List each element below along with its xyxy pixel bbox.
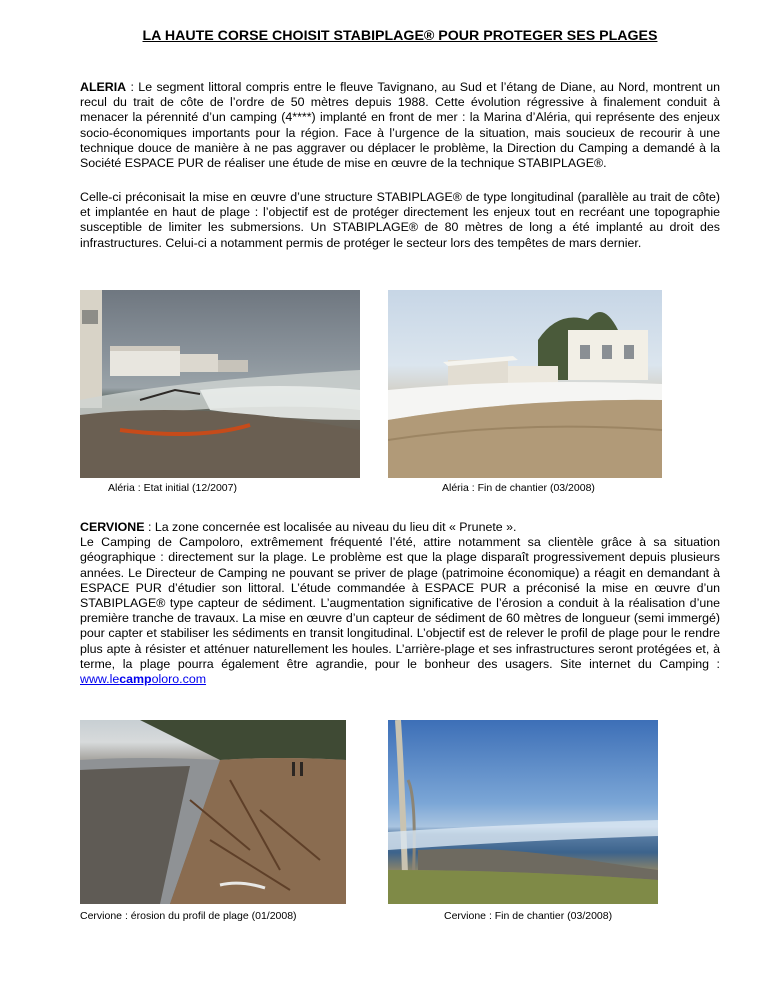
aleria-text-1: : Le segment littoral compris entre le fleuve Tavignano, au Sud et l’étang de Diane, au Nord, montrent un recul du trait de côte de l’ordre de 50 mètres depuis 1988. Cette évolution régressive à finalement conduit à menacer la pérennité d’un camping (4****) implanté en front de mer : la Marina d’Aléria, qui représente des enjeux socio-économiques importants pour la région. Face à l’urgence de la situation, mais soucieux de recourir à une technique douce de manière à ne pas aggraver ou déplacer le problème, la Direction du Camping a demandé à la Société ESPACE PUR de réaliser une étude de mise en œuvre de la technique STABIPLAGE®. bbox=[80, 80, 720, 171]
document-title: LA HAUTE CORSE CHOISIT STABIPLAGE® POUR PROTEGER SES PLAGES bbox=[142, 28, 658, 44]
aleria-paragraph-2: Celle-ci préconisait la mise en œuvre d’une structure STABIPLAGE® de type longitudinal (parallèle au trait de côte) et implantée en haut de plage : l’objectif est de protéger directement les enjeux tout en recréant une topographie susceptible de limiter les submersions. Un STABIPLAGE® de 80 mètres de long a été implanté au droit des infrastructures. Celui-ci a notamment permis de protéger le secteur lors des tempêtes de mars dernier. bbox=[80, 190, 720, 250]
caption-aleria-initial: Aléria : Etat initial (12/2007) bbox=[108, 482, 237, 494]
caption-cervione-end: Cervione : Fin de chantier (03/2008) bbox=[444, 910, 613, 922]
photo-cervione-erosion bbox=[80, 720, 346, 904]
photo-aleria-initial-image bbox=[80, 290, 360, 478]
cervione-paragraph bbox=[80, 520, 720, 687]
photo-cervione-end bbox=[388, 720, 658, 904]
photo-aleria-initial bbox=[80, 290, 360, 478]
caption-aleria-end: Aléria : Fin de chantier (03/2008) bbox=[442, 482, 595, 494]
aleria-paragraph-1 bbox=[80, 80, 720, 171]
photo-cervione-end-image bbox=[388, 720, 658, 904]
photo-aleria-end bbox=[388, 290, 662, 478]
aleria-heading: ALERIA bbox=[80, 80, 127, 94]
camping-website-link[interactable]: www.lecampoloro.com bbox=[80, 672, 207, 687]
photo-aleria-end-image bbox=[388, 290, 662, 478]
caption-cervione-erosion: Cervione : érosion du profil de plage (01/2008) bbox=[80, 910, 297, 922]
cervione-text: : La zone concernée est localisée au niveau du lieu dit « Prunete ». Le Camping de Campoloro, extrêmement fréquenté l’été, attire notamment sa clientèle grâce à sa situation géographique : directement sur la plage. Le problème est que la plage disparaît progressivement depuis plusieurs années. Le Directeur de Camping ne pouvant se priver de plage (patrimoine économique) a réagit en demandant à ESPACE PUR d’étudier son littoral. L’étude commandée à ESPACE PUR a préconisé la mise en œuvre d’un STABIPLAGE® type capteur de sédiment. L’augmentation significative de l’érosion a conduit à la réalisation d’une première tranche de travaux. La mise en œuvre d’un capteur de sédiment de 60 mètres de longueur (semi immergé) pour capter et stabiliser les sédiments en transit longitudinal. L’objectif est de relever le profil de plage pour le rendre plus apte à résister et atténuer naturellement les houles. L’arrière-plage et ses infrastructures seront protégées et, à terme, la plage pourra également être agrandie, pour le bonheur des usagers. Site internet du Camping : bbox=[80, 520, 720, 671]
photo-cervione-erosion-image bbox=[80, 720, 346, 904]
cervione-heading: CERVIONE bbox=[80, 520, 145, 534]
